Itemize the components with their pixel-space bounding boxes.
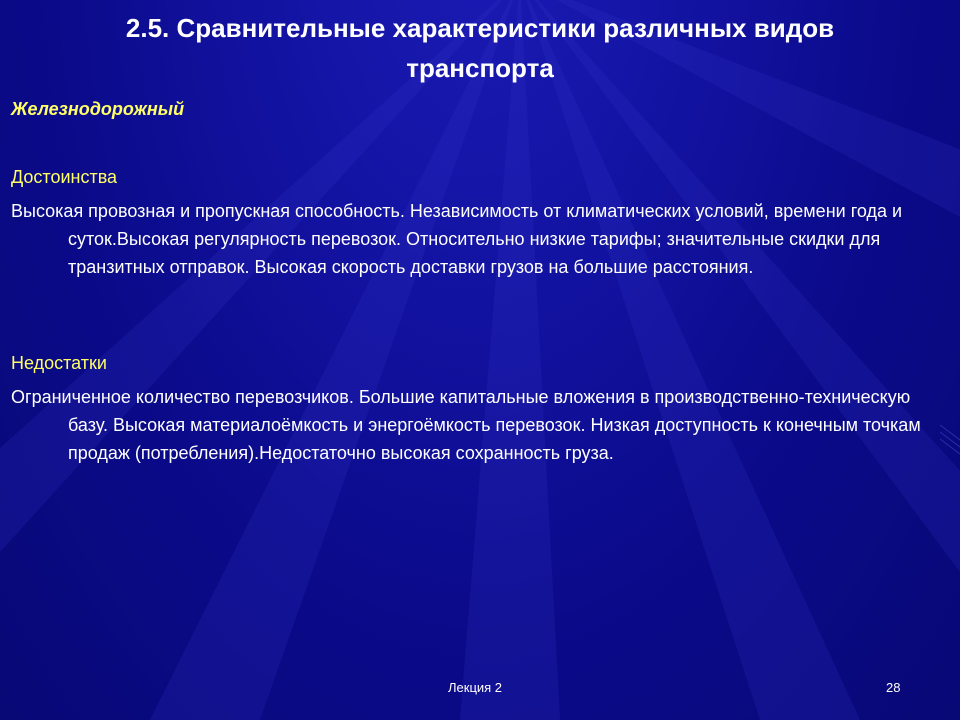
transport-type-heading: Железнодорожный (11, 99, 185, 119)
slide-title (0, 8, 960, 88)
disadvantages-text: Ограниченное количество перевозчиков. Большие капитальные вложения в производственно-техническую базу. Высокая материалоёмкость и энергоёмкость перевозок. Низкая доступность к конечным точкам продаж (потребления).Недостаточно высокая сохранность груза. (11, 387, 921, 463)
title-line-2: транспорта (406, 53, 554, 83)
advantages-heading: Достоинства (11, 167, 118, 187)
footer-label: Лекция 2 (448, 680, 503, 695)
title-line-1: 2.5. Сравнительные характеристики различных видов (125, 13, 835, 43)
advantages-text: Высокая провозная и пропускная способность. Независимость от климатических условий, времени года и суток.Высокая регулярность перевозок. Относительно низкие тарифы; значительные скидки для транзитных отправок. Высокая скорость доставки грузов на большие расстояния. (11, 201, 903, 277)
disadvantages-heading: Недостатки (11, 353, 107, 373)
page-number: 28 (886, 680, 901, 695)
